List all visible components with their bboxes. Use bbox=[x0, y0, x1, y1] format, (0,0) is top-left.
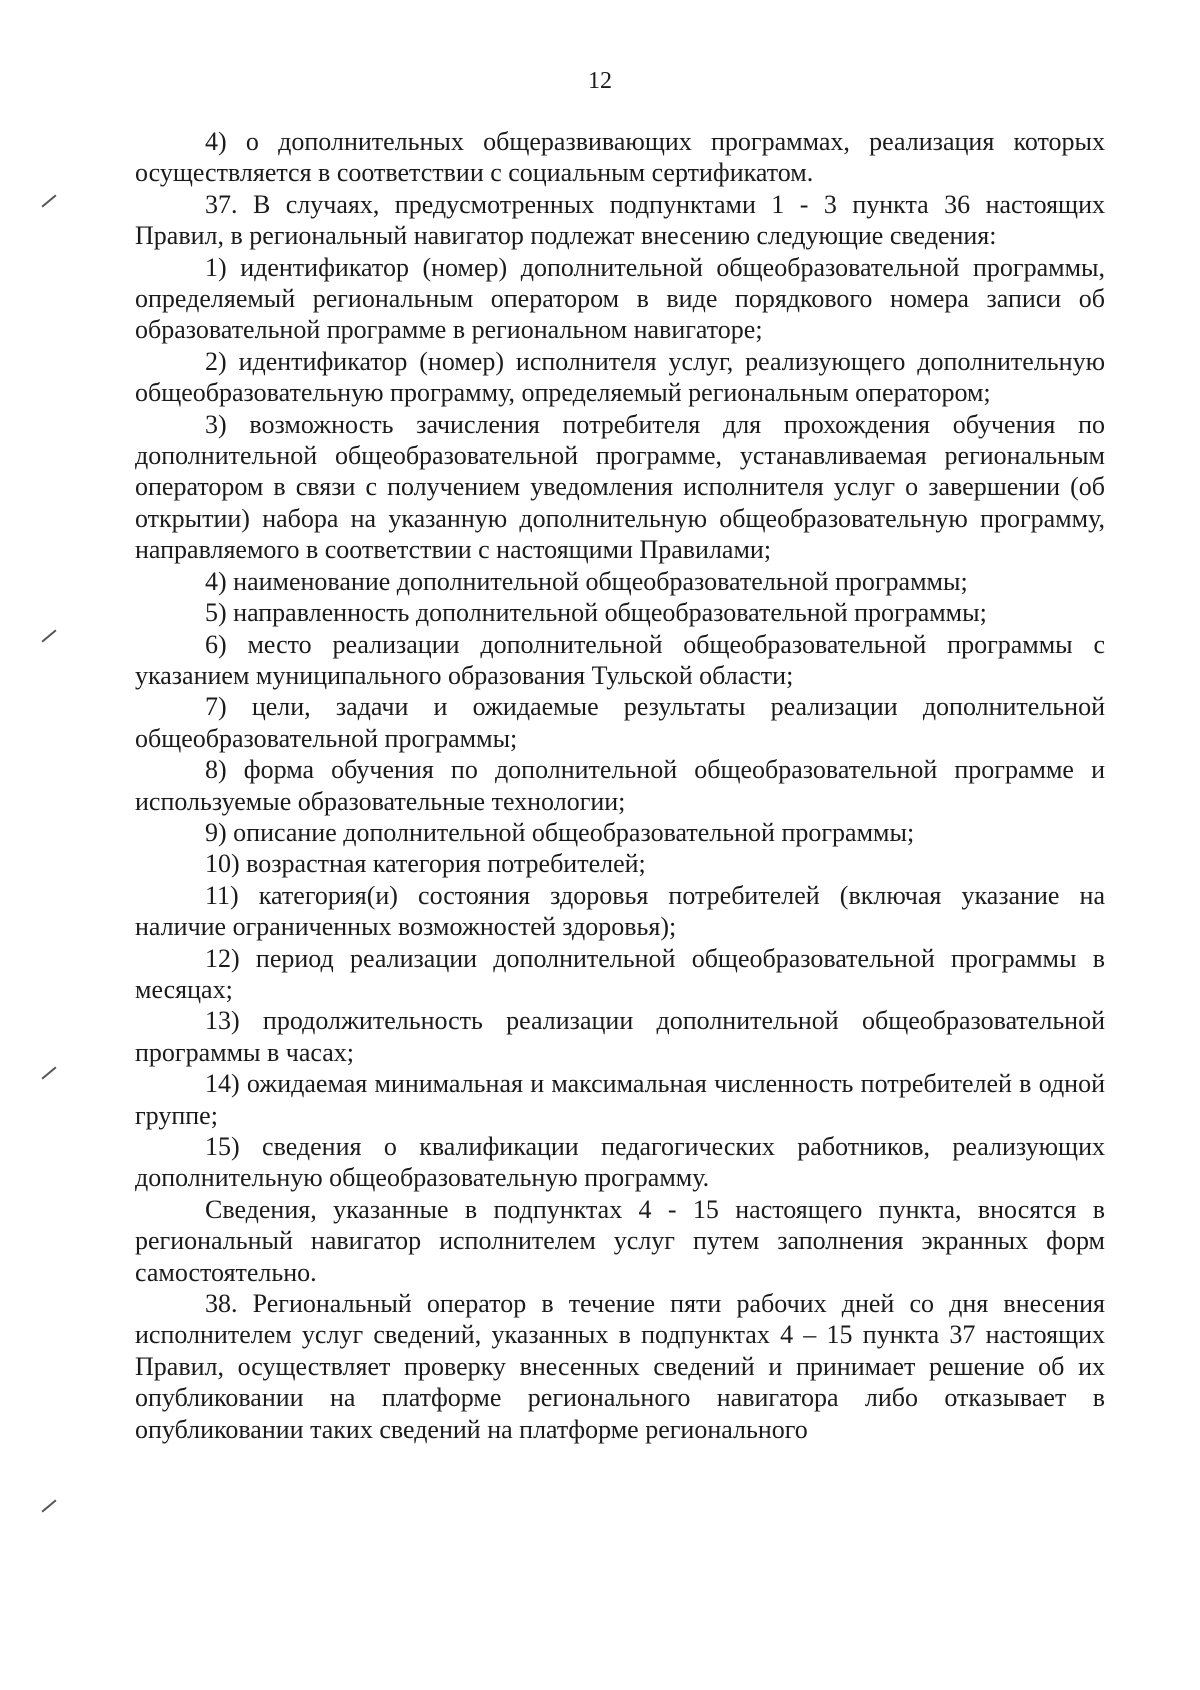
list-item-2: 2) идентификатор (номер) исполнителя услуг, реализующего дополнительную общеобразовательную программу, определяемый региональным оператором; bbox=[135, 346, 1105, 408]
margin-tick-mark bbox=[41, 1499, 56, 1512]
list-item-8: 8) форма обучения по дополнительной общеобразовательной программе и используемые образовательные технологии; bbox=[135, 755, 1105, 816]
list-item-9: 9) описание дополнительной общеобразовательной программы; bbox=[205, 817, 915, 847]
list-item-15: 15) сведения о квалификации педагогических работников, реализующих дополнительную общеобразовательную программу. bbox=[135, 1132, 1105, 1193]
list-item-3: 3) возможность зачисления потребителя для прохождения обучения по дополнительной общеобразовательной программе, устанавливаемая региональным оператором в связи с получением уведомления исполнителя услуг о завершении (об открытии) набора на указанную дополнительную общеобразовательную программу, направляемого в соответствии с настоящими Правилами; bbox=[135, 409, 1105, 565]
page-number: 12 bbox=[588, 68, 612, 94]
paragraph-section-37: 37. В случаях, предусмотренных подпунктами 1 - 3 пункта 36 настоящих Правил, в региональный навигатор подлежат внесению следующие сведения: bbox=[135, 189, 1105, 251]
list-item-13: 13) продолжительность реализации дополнительной общеобразовательной программы в часах; bbox=[135, 1006, 1105, 1067]
list-item-7: 7) цели, задачи и ожидаемые результаты реализации дополнительной общеобразовательной программы; bbox=[135, 692, 1105, 753]
margin-tick-mark bbox=[41, 1066, 56, 1079]
document-body bbox=[135, 126, 1105, 1445]
list-item-10: 10) возрастная категория потребителей; bbox=[205, 849, 646, 879]
paragraph-self-entry: Сведения, указанные в подпунктах 4 - 15 настоящего пункта, вносятся в региональный навигатор исполнителем услуг путем заполнения экранных форм самостоятельно. bbox=[135, 1194, 1105, 1287]
list-item-6: 6) место реализации дополнительной общеобразовательной программы с указанием муниципального образования Тульской области; bbox=[135, 629, 1105, 690]
list-item-12: 12) период реализации дополнительной общеобразовательной программы в месяцах; bbox=[135, 943, 1105, 1004]
list-item-5: 5) направленность дополнительной общеобразовательной программы; bbox=[205, 598, 987, 628]
margin-tick-mark bbox=[41, 194, 56, 207]
list-item-1: 1) идентификатор (номер) дополнительной общеобразовательной программы, определяемый региональным оператором в виде порядкового номера записи об образовательной программе в региональном навигаторе; bbox=[135, 252, 1105, 345]
list-item-11: 11) категория(и) состояния здоровья потребителей (включая указание на наличие ограниченных возможностей здоровья); bbox=[135, 880, 1105, 942]
paragraph-subitem-4-certificate: 4) о дополнительных общеразвивающих программах, реализация которых осуществляется в соответствии с социальным сертификатом. bbox=[135, 127, 1105, 188]
paragraph-section-38: 38. Региональный оператор в течение пяти рабочих дней со дня внесения исполнителем услуг сведений, указанных в подпунктах 4 – 15 пункта 37 настоящих Правил, осуществляет проверку внесенных сведений и принимает решение об их опубликовании на платформе регионального навигатора либо отказывает в опубликовании таких сведений на платформе регионального bbox=[135, 1289, 1105, 1444]
list-item-14: 14) ожидаемая минимальная и максимальная численность потребителей в одной группе; bbox=[135, 1069, 1105, 1130]
list-item-4: 4) наименование дополнительной общеобразовательной программы; bbox=[205, 566, 968, 596]
margin-tick-mark bbox=[41, 629, 56, 642]
